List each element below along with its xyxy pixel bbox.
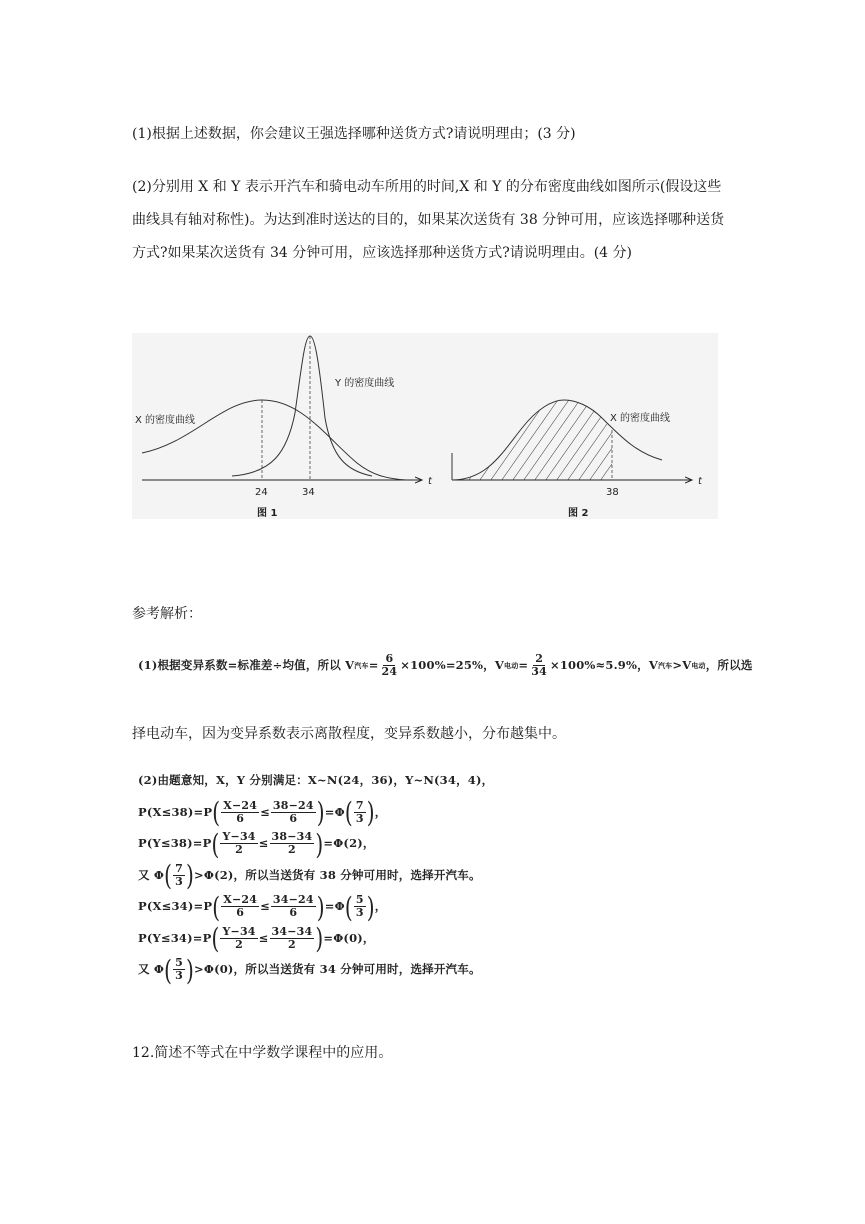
p1-frac-2: $\frac{2}{34}$: [531, 652, 547, 679]
p1-sub-ebike-2: 电动: [691, 661, 706, 670]
density-figures: [132, 333, 718, 519]
fig1-label-x: X 的密度曲线: [135, 415, 196, 426]
next-question: 12.简述不等式在中学数学课程中的应用。: [132, 1045, 393, 1061]
x-density-curve: [142, 400, 407, 480]
p1-prefix: (1)根据变异系数=标准差÷均值，所以 V: [138, 658, 355, 672]
p1-sub-car-2: 汽车: [657, 661, 673, 670]
p2-line-1: (2)由题意知，X，Y 分别满足：X~N(24，36)，Y~N(34，4)，: [138, 773, 494, 787]
fig2-label-x: X 的密度曲线: [610, 413, 671, 424]
fig2-caption: 图 2: [568, 508, 589, 519]
fig2-tick-38: 38: [606, 487, 619, 498]
p1-eq-2: =: [518, 658, 529, 672]
p2-line-2: P(X≤38)=P ( $\frac{X-24}{6}$ ≤ $\frac{38-24}{6}$ ) =Φ ( $\frac{7}{3}$ ) ，: [138, 795, 387, 830]
question-part2: (2)分别用 X 和 Y 表示开汽车和骑电动车所用的时间,X 和 Y 的分布密度曲线如图所示(假设这些曲线具有轴对称性)。为达到准时送达的目的，如果某次送货有 38 分钟可用，应该选择哪种送货方式?如果某次送货有 34 分钟可用，应该选择那种送货方式?请说明理由。(4 分): [132, 179, 725, 261]
p2-line-4: 又 Φ ( $\frac{7}{3}$ ) >Φ(2)，所以当送货有 38 分钟可用时，选择开汽车。: [138, 858, 481, 893]
p2-line-7: 又 Φ ( $\frac{5}{3}$ ) >Φ(0)，所以当送货有 34 分钟可用时，选择开汽车。: [138, 952, 481, 987]
p1-r1: ×100%=25%，V: [400, 658, 505, 672]
p1-tail: ，所以选: [705, 658, 753, 672]
p1-gt: >V: [672, 658, 692, 672]
fig1-label-y: Y 的密度曲线: [335, 378, 395, 389]
fig2-axis-label: t: [698, 476, 702, 487]
p2-line-3: P(Y≤38)=P ( $\frac{Y-34}{2}$ ≤ $\frac{38-34}{2}$ ) =Φ(2)，: [138, 826, 375, 861]
p1-r2: ×100%≈5.9%，V: [549, 658, 658, 672]
p1-sub-car: 汽车: [354, 661, 369, 670]
p1-frac-1: $\frac{6}{24}$: [381, 652, 398, 679]
p2-line-5: P(X≤34)=P ( $\frac{X-24}{6}$ ≤ $\frac{34-24}{6}$ ) =Φ ( $\frac{5}{3}$ ) ，: [138, 889, 387, 924]
question-part1: (1)根据上述数据，你会建议王强选择哪种送货方式?请说明理由；(3 分): [132, 126, 576, 142]
figure-1: [135, 336, 433, 519]
fig2-shaded-area: [432, 373, 622, 483]
solution-part2-formula: [138, 765, 493, 986]
fig1-axis-label: t: [428, 476, 432, 487]
fig1-tick-24: 24: [255, 487, 268, 498]
figure-2: [432, 373, 703, 519]
fig1-tick-34: 34: [302, 487, 315, 498]
p1-sub-ebike: 电动: [504, 661, 519, 670]
solution-part1-cont: 择电动车，因为变异系数表示离散程度，变异系数越小，分布越集中。: [132, 726, 566, 742]
density-figures-svg: [132, 333, 718, 519]
p2-line-6: P(Y≤34)=P ( $\frac{Y-34}{2}$ ≤ $\frac{34-34}{2}$ ) =Φ(0)，: [138, 921, 375, 956]
solution-heading: 参考解析：: [132, 606, 202, 622]
fig1-caption: 图 1: [257, 508, 278, 519]
p1-eq: =: [368, 658, 379, 672]
solution-part1-formula: [138, 650, 753, 682]
y-density-curve: [232, 336, 372, 476]
